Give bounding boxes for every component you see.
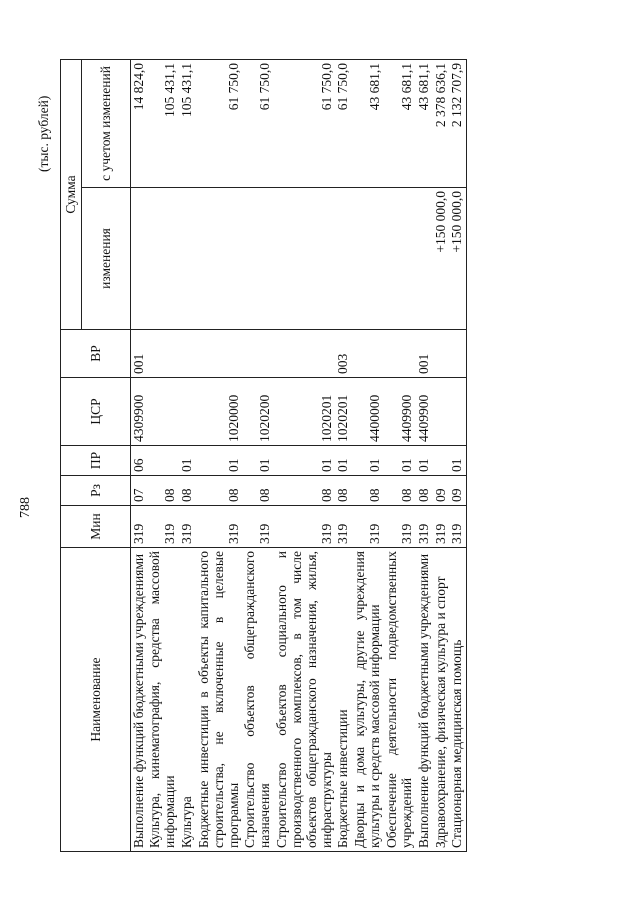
cell-vr <box>242 330 274 378</box>
cell-pr: 01 <box>352 446 384 476</box>
page-number: 788 <box>18 497 33 518</box>
cell-name: Выполнение функций бюджетными учреждениями <box>416 548 433 852</box>
table-body <box>130 59 467 851</box>
cell-rz: 08 <box>416 476 433 506</box>
cell-changes: +150 000,0 <box>449 188 466 330</box>
cell-csr <box>449 378 466 446</box>
cell-rz: 09 <box>449 476 466 506</box>
table-row <box>384 59 416 851</box>
cell-changes <box>179 188 196 330</box>
cell-csr <box>433 378 450 446</box>
cell-rz: 08 <box>274 476 335 506</box>
cell-changes <box>130 188 147 330</box>
cell-rz: 08 <box>242 476 274 506</box>
header-changes: изменения <box>81 188 130 330</box>
cell-min: 319 <box>352 506 384 548</box>
table-row <box>179 59 196 851</box>
table-row <box>433 59 450 851</box>
table-row <box>335 59 352 851</box>
cell-vr: 001 <box>416 330 433 378</box>
cell-rz: 08 <box>352 476 384 506</box>
cell-csr: 1020200 <box>242 378 274 446</box>
cell-changes <box>352 188 384 330</box>
header-sum: Сумма <box>61 59 82 329</box>
cell-vr <box>274 330 335 378</box>
cell-changes <box>274 188 335 330</box>
cell-changes: +150 000,0 <box>433 188 450 330</box>
cell-csr: 4409900 <box>416 378 433 446</box>
cell-min: 319 <box>416 506 433 548</box>
cell-name: Культура <box>179 548 196 852</box>
table-row <box>449 59 466 851</box>
cell-total: 61 750,0 <box>196 59 243 187</box>
cell-vr <box>179 330 196 378</box>
cell-csr: 4309900 <box>130 378 147 446</box>
table-header <box>61 59 131 851</box>
cell-name: Обеспечение деятельности подведомственных учреждений <box>384 548 416 852</box>
cell-pr: 01 <box>242 446 274 476</box>
cell-changes <box>335 188 352 330</box>
cell-vr <box>433 330 450 378</box>
cell-total: 2 132 707,9 <box>449 59 466 187</box>
cell-total: 2 378 636,1 <box>433 59 450 187</box>
cell-name: Дворцы и дома культуры, другие учреждения культуры и средств массовой информации <box>352 548 384 852</box>
cell-vr <box>384 330 416 378</box>
cell-vr: 001 <box>130 330 147 378</box>
cell-total: 43 681,1 <box>384 59 416 187</box>
table-row <box>130 59 147 851</box>
header-csr: ЦСР <box>61 378 131 446</box>
cell-vr: 003 <box>335 330 352 378</box>
cell-rz: 08 <box>384 476 416 506</box>
cell-rz: 08 <box>147 476 179 506</box>
cell-name: Культура, кинематография, средства массовой информации <box>147 548 179 852</box>
cell-name: Строительство объектов общегражданского назначения <box>242 548 274 852</box>
cell-changes <box>196 188 243 330</box>
cell-name: Бюджетные инвестиции <box>335 548 352 852</box>
cell-pr: 01 <box>335 446 352 476</box>
cell-total: 43 681,1 <box>352 59 384 187</box>
cell-pr: 01 <box>274 446 335 476</box>
cell-name: Выполнение функций бюджетными учреждениями <box>130 548 147 852</box>
cell-csr: 4409900 <box>384 378 416 446</box>
cell-min: 319 <box>384 506 416 548</box>
cell-name: Стационарная медицинская помощь <box>449 548 466 852</box>
cell-pr: 01 <box>384 446 416 476</box>
cell-total: 105 431,1 <box>147 59 179 187</box>
cell-vr <box>449 330 466 378</box>
cell-total: 61 750,0 <box>242 59 274 187</box>
table-row <box>352 59 384 851</box>
table-row <box>147 59 179 851</box>
cell-min: 319 <box>449 506 466 548</box>
units-caption: (тыс. рублей) <box>36 95 51 172</box>
header-with-changes: с учетом изменений <box>81 59 130 187</box>
cell-pr: 01 <box>196 446 243 476</box>
cell-rz: 09 <box>433 476 450 506</box>
cell-name: Здравоохранение, физическая культура и спорт <box>433 548 450 852</box>
cell-min: 319 <box>433 506 450 548</box>
table-row <box>274 59 335 851</box>
header-pr: ПР <box>61 446 131 476</box>
cell-csr: 4400000 <box>352 378 384 446</box>
cell-vr <box>196 330 243 378</box>
table-row <box>416 59 433 851</box>
cell-min: 319 <box>179 506 196 548</box>
cell-changes <box>242 188 274 330</box>
cell-total: 43 681,1 <box>416 59 433 187</box>
cell-total: 61 750,0 <box>274 59 335 187</box>
cell-changes <box>416 188 433 330</box>
cell-csr: 1020201 <box>274 378 335 446</box>
budget-table <box>60 59 467 852</box>
cell-pr: 01 <box>416 446 433 476</box>
cell-rz: 08 <box>335 476 352 506</box>
cell-name: Строительство объектов социального и производственного комплексов, в том числе объектов общегражданского назначения, жилья, инфраструктуры <box>274 548 335 852</box>
cell-changes <box>147 188 179 330</box>
table-row <box>242 59 274 851</box>
header-name: Наименование <box>61 548 131 852</box>
cell-pr: 01 <box>179 446 196 476</box>
cell-total: 14 824,0 <box>130 59 147 187</box>
header-vr: ВР <box>61 330 131 378</box>
cell-total: 105 431,1 <box>179 59 196 187</box>
cell-rz: 07 <box>130 476 147 506</box>
cell-csr <box>147 378 179 446</box>
cell-vr <box>147 330 179 378</box>
cell-min: 319 <box>147 506 179 548</box>
cell-name: Бюджетные инвестиции в объекты капитального строительства, не включенные в целевые программы <box>196 548 243 852</box>
header-rz: Рз <box>61 476 131 506</box>
cell-vr <box>352 330 384 378</box>
table-row <box>196 59 243 851</box>
cell-min: 319 <box>196 506 243 548</box>
cell-csr: 1020201 <box>335 378 352 446</box>
cell-min: 319 <box>130 506 147 548</box>
cell-min: 319 <box>335 506 352 548</box>
cell-rz: 08 <box>196 476 243 506</box>
cell-pr <box>147 446 179 476</box>
cell-pr: 01 <box>449 446 466 476</box>
cell-changes <box>384 188 416 330</box>
cell-pr <box>433 446 450 476</box>
cell-min: 319 <box>242 506 274 548</box>
cell-min: 319 <box>274 506 335 548</box>
cell-total: 61 750,0 <box>335 59 352 187</box>
cell-rz: 08 <box>179 476 196 506</box>
cell-pr: 06 <box>130 446 147 476</box>
cell-csr: 1020000 <box>196 378 243 446</box>
header-min: Мин <box>61 506 131 548</box>
cell-csr <box>179 378 196 446</box>
